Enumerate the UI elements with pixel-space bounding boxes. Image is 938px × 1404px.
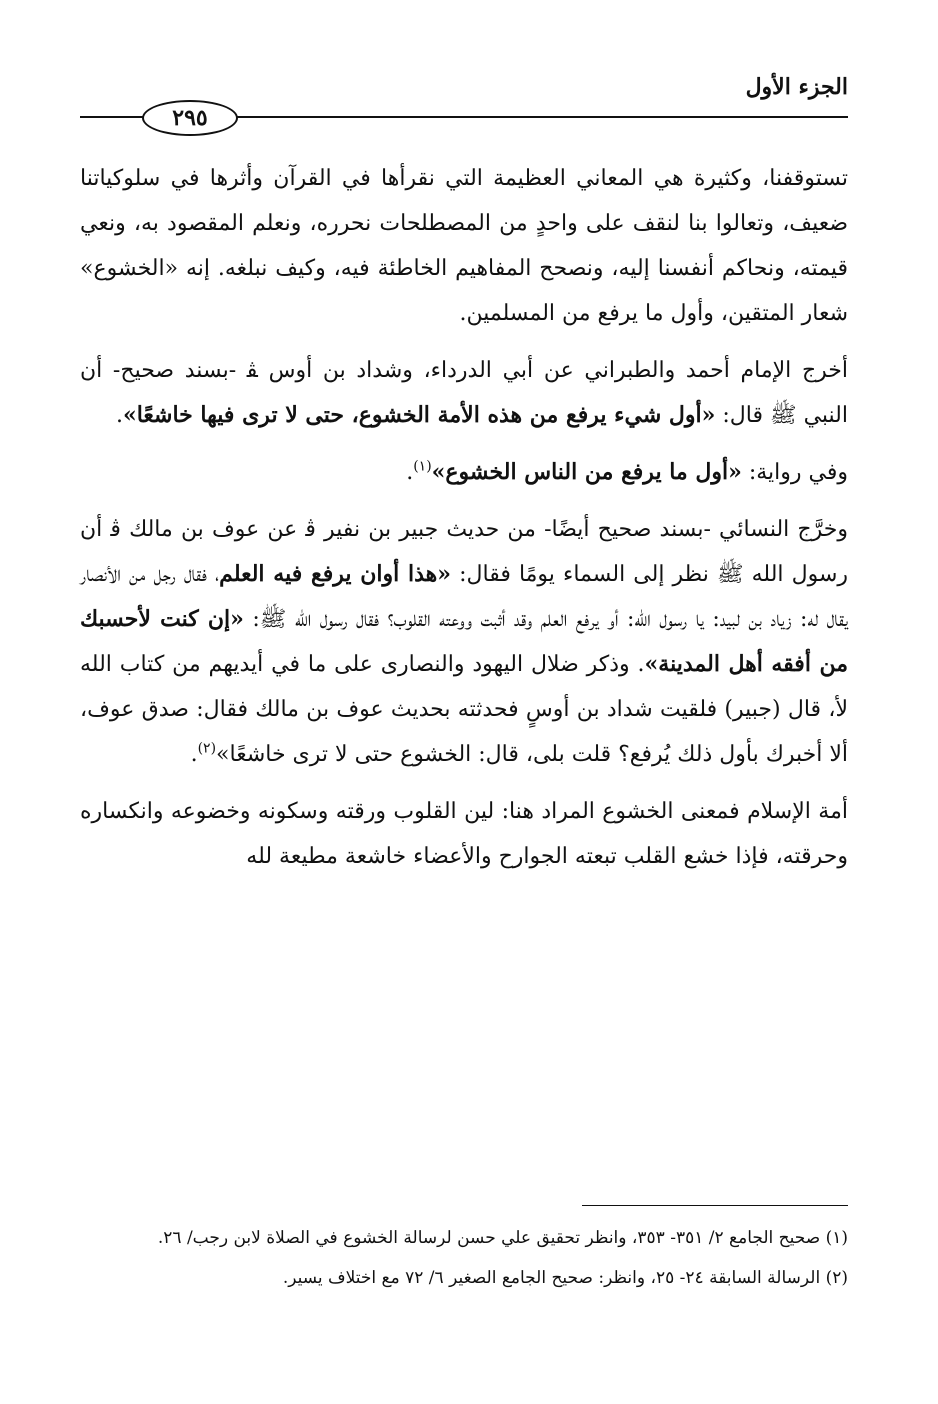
hadith-quote: «أول ما يرفع من الناس الخشوع» bbox=[431, 459, 742, 485]
paragraph bbox=[80, 507, 848, 777]
hadith-quote: «إن كنت لأحسبك من أفقه أهل المدينة» bbox=[80, 606, 848, 677]
paragraph bbox=[80, 348, 848, 438]
paragraph bbox=[80, 450, 848, 495]
text-segment: . bbox=[406, 460, 414, 485]
text-segment: تستوقفنا، وكثيرة هي المعاني العظيمة التي نقرأها في القرآن وأثرها في سلوكياتنا ضعيف، وتعالوا بنا لنقف على واحدٍ من المصطلحات نحرره، ونعلم المقصود به، ونعي قيمته، ونحاكم أنفسنا إليه، ونصحح المفاهيم الخاطئة فيه، وكيف نبلغه. إنه «الخشوع» شعار المتقين، وأول ما يرفع من المسلمين. bbox=[80, 166, 848, 326]
page-header bbox=[80, 64, 848, 131]
footnote-2: (٢) الرسالة السابقة ٢٤- ٢٥، وانظر: صحيح الجامع الصغير ٦/ ٧٢ مع اختلاف يسير. bbox=[282, 1268, 848, 1288]
footnote-ref: (١) bbox=[413, 458, 432, 475]
text-segment: أمة الإسلام فمعنى الخشوع المراد هنا: لين القلوب ورقته وسكونه وخضوعه وانكساره وحرقته، فإذا خشع القلب تبعته الجوارح والأعضاء خاشعة مطيعة لله bbox=[80, 799, 848, 869]
text-segment: . bbox=[115, 403, 123, 428]
running-title: الجزء الأول bbox=[745, 74, 848, 100]
footnotes bbox=[80, 1222, 848, 1302]
text-segment: وفي رواية: bbox=[741, 460, 848, 485]
footnote-separator bbox=[582, 1205, 848, 1206]
paragraph bbox=[80, 156, 848, 336]
hadith-quote: «أول شيء يرفع من هذه الأمة الخشوع، حتى لا ترى فيها خاشعًا» bbox=[122, 402, 716, 428]
text-segment: ، فقال رجل من الأنصار يقال له: زياد بن لبيد: يا رسول الله: أو يرفع العلم وقد أثبت ووعته القلوب؟ فقال رسول الله ﷺ: bbox=[80, 562, 848, 632]
paragraph bbox=[80, 789, 848, 879]
text-segment: وخرَّج النسائي -بسند صحيح أيضًا- من حديث جبير بن نفير ﭬ عن عوف بن مالك ﭬ أن رسول الله ﷺ نظر إلى السماء يومًا فقال: bbox=[80, 517, 849, 587]
hadith-quote: «هذا أوان يرفع فيه العلم bbox=[219, 561, 452, 587]
body-text bbox=[80, 156, 848, 891]
page-number: ٢٩٥ bbox=[142, 100, 238, 136]
footnote-ref: (٢) bbox=[197, 740, 217, 757]
text-segment: . وذكر ضلال اليهود والنصارى على ما في أيديهم من كتاب الله ﻷ، قال (جبير) فلقيت شداد بن أوسٍ فحدثته بحديث عوف بن مالك فقال: صدق عوف، ألا أخبرك بأول ذلك يُرفع؟ قلت بلى، قال: الخشوع حتى لا ترى خاشعًا» bbox=[80, 652, 848, 767]
text-segment: أخرج الإمام أحمد والطبراني عن أبي الدرداء، وشداد بن أوس ﭭ -بسند صحيح- أن النبي ﷺ قال: bbox=[80, 358, 848, 428]
text-segment: . bbox=[190, 742, 198, 767]
footnote-1: (١) صحيح الجامع ٢/ ٣٥١- ٣٥٣، وانظر تحقيق علي حسن لرسالة الخشوع في الصلاة لابن رجب/ ٢٦. bbox=[157, 1228, 848, 1248]
